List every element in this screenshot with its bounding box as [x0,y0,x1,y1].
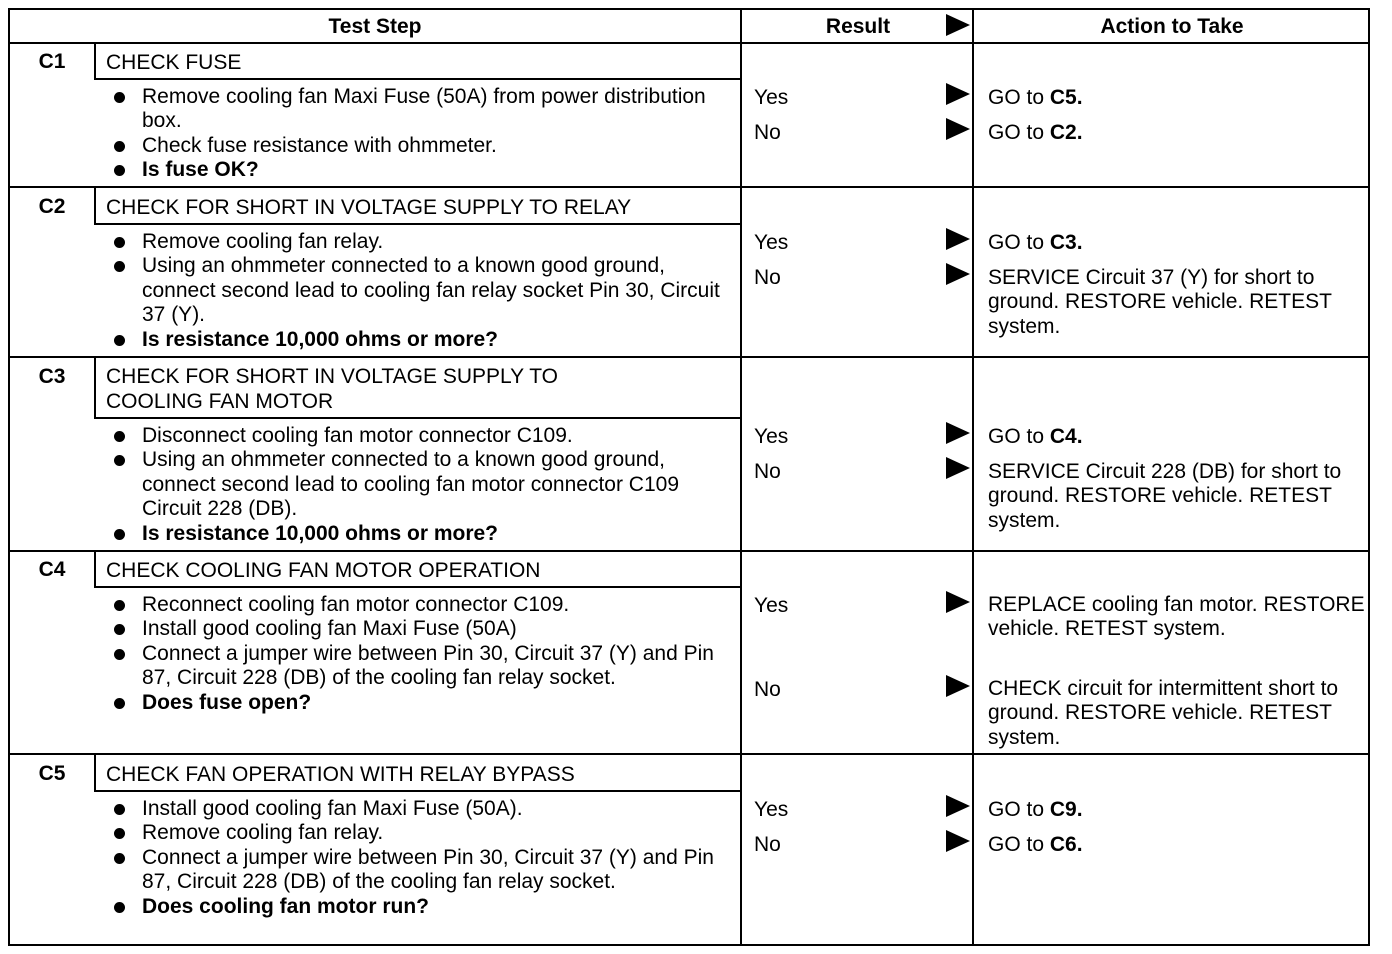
bullet-item: Check fuse resistance with ohmmeter. [106,134,726,158]
row-divider [10,186,1370,188]
action-no-c1: GO to C2. [988,121,1083,144]
result-yes-c5: Yes [754,798,789,821]
bullet-item: Using an ohmmeter connected to a known good ground, connect second lead to cooling fan motor connector C109 Circuit 228 (DB). [106,448,726,521]
arrow-icon [946,457,970,479]
title-underline-c4 [94,586,740,588]
result-no-c4: No [754,678,781,701]
step-bullets-c1 [106,85,726,183]
arrow-icon [946,422,970,444]
step-bullets-c4 [106,593,726,715]
bullet-item: Remove cooling fan relay. [106,821,726,845]
arrow-icon [946,675,970,697]
bullet-icon [114,141,125,152]
step-id-c1: C1 [38,50,66,73]
bullet-icon [114,529,125,540]
bullet-item: Using an ohmmeter connected to a known good ground, connect second lead to cooling fan relay socket Pin 30, Circuit 37 (Y). [106,254,726,327]
bullet-icon [114,335,125,346]
header-divider [10,42,1370,44]
title-underline-c5 [94,790,740,792]
bullet-item: Disconnect cooling fan motor connector C109. [106,424,726,448]
id-divider-c2 [94,186,96,224]
bullet-icon [114,455,125,466]
id-divider-c5 [94,753,96,791]
bullet-icon [114,431,125,442]
title-underline-c1 [94,78,740,80]
arrow-icon [946,118,970,140]
bullet-icon [114,237,125,248]
step-id-c2: C2 [38,195,66,218]
action-yes-c3: GO to C4. [988,425,1083,448]
step-id-c5: C5 [38,762,66,785]
bullet-icon [114,261,125,272]
bullet-icon [114,600,125,611]
bullet-question: Does cooling fan motor run? [106,895,726,919]
step-bullets-c3 [106,424,726,546]
step-title-c1: CHECK FUSE [106,51,242,74]
title-underline-c3 [94,417,740,419]
bullet-item: Reconnect cooling fan motor connector C109. [106,593,726,617]
step-bullets-c2 [106,230,726,352]
step-title-c5: CHECK FAN OPERATION WITH RELAY BYPASS [106,763,575,786]
bullet-item: Connect a jumper wire between Pin 30, Circuit 37 (Y) and Pin 87, Circuit 228 (DB) of the cooling fan relay socket. [106,846,726,895]
result-no-c2: No [754,266,781,289]
title-underline-c2 [94,223,740,225]
bullet-icon [114,165,125,176]
result-yes-c2: Yes [754,231,789,254]
diagnostic-table [8,8,1370,946]
step-id-c3: C3 [38,365,66,388]
step-id-c4: C4 [38,558,66,581]
bullet-item: Install good cooling fan Maxi Fuse (50A). [106,797,726,821]
step-title-c2: CHECK FOR SHORT IN VOLTAGE SUPPLY TO RELAY [106,196,632,219]
bullet-icon [114,698,125,709]
bullet-item: Remove cooling fan Maxi Fuse (50A) from power distribution box. [106,85,726,134]
id-divider-c3 [94,356,96,418]
row-divider [10,356,1370,358]
bullet-icon [114,624,125,635]
arrow-icon [946,228,970,250]
result-no-c3: No [754,460,781,483]
bullet-item: Install good cooling fan Maxi Fuse (50A) [106,617,726,641]
result-no-c1: No [754,121,781,144]
column-divider-result [740,10,742,946]
bullet-icon [114,853,125,864]
action-no-c5: GO to C6. [988,833,1083,856]
header-arrow-icon [946,14,970,36]
bullet-icon [114,649,125,660]
arrow-icon [946,263,970,285]
arrow-icon [946,591,970,613]
row-divider [10,753,1370,755]
bullet-icon [114,828,125,839]
bullet-question: Is resistance 10,000 ohms or more? [106,328,726,352]
bullet-item: Connect a jumper wire between Pin 30, Circuit 37 (Y) and Pin 87, Circuit 228 (DB) of the cooling fan relay socket. [106,642,726,691]
column-divider-action [972,10,974,946]
arrow-icon [946,795,970,817]
header-action: Action to Take [1100,15,1244,38]
bullet-question: Does fuse open? [106,691,726,715]
action-yes-c5: GO to C9. [988,798,1083,821]
action-yes-c4: REPLACE cooling fan motor. RESTORE vehicle. RETEST system. [988,593,1365,641]
arrow-icon [946,83,970,105]
step-title-c4: CHECK COOLING FAN MOTOR OPERATION [106,559,541,582]
bullet-question: Is resistance 10,000 ohms or more? [106,522,726,546]
step-bullets-c5 [106,797,726,919]
arrow-icon [946,830,970,852]
step-title-c3: CHECK FOR SHORT IN VOLTAGE SUPPLY TO COOLING FAN MOTOR [106,365,559,413]
bullet-icon [114,92,125,103]
id-divider-c4 [94,550,96,588]
bullet-question: Is fuse OK? [106,158,726,182]
action-no-c4: CHECK circuit for intermittent short to ground. RESTORE vehicle. RETEST system. [988,677,1339,749]
result-yes-c4: Yes [754,594,789,617]
action-yes-c2: GO to C3. [988,231,1083,254]
action-no-c2: SERVICE Circuit 37 (Y) for short to ground. RESTORE vehicle. RETEST system. [988,266,1332,338]
result-yes-c3: Yes [754,425,789,448]
bullet-icon [114,902,125,913]
bullet-item: Remove cooling fan relay. [106,230,726,254]
result-yes-c1: Yes [754,86,789,109]
action-yes-c1: GO to C5. [988,86,1083,109]
id-divider-c1 [94,42,96,80]
header-result: Result [825,15,891,38]
action-no-c3: SERVICE Circuit 228 (DB) for short to ground. RESTORE vehicle. RETEST system. [988,460,1342,532]
row-divider [10,550,1370,552]
result-no-c5: No [754,833,781,856]
bullet-icon [114,804,125,815]
header-test-step: Test Step [328,15,422,38]
